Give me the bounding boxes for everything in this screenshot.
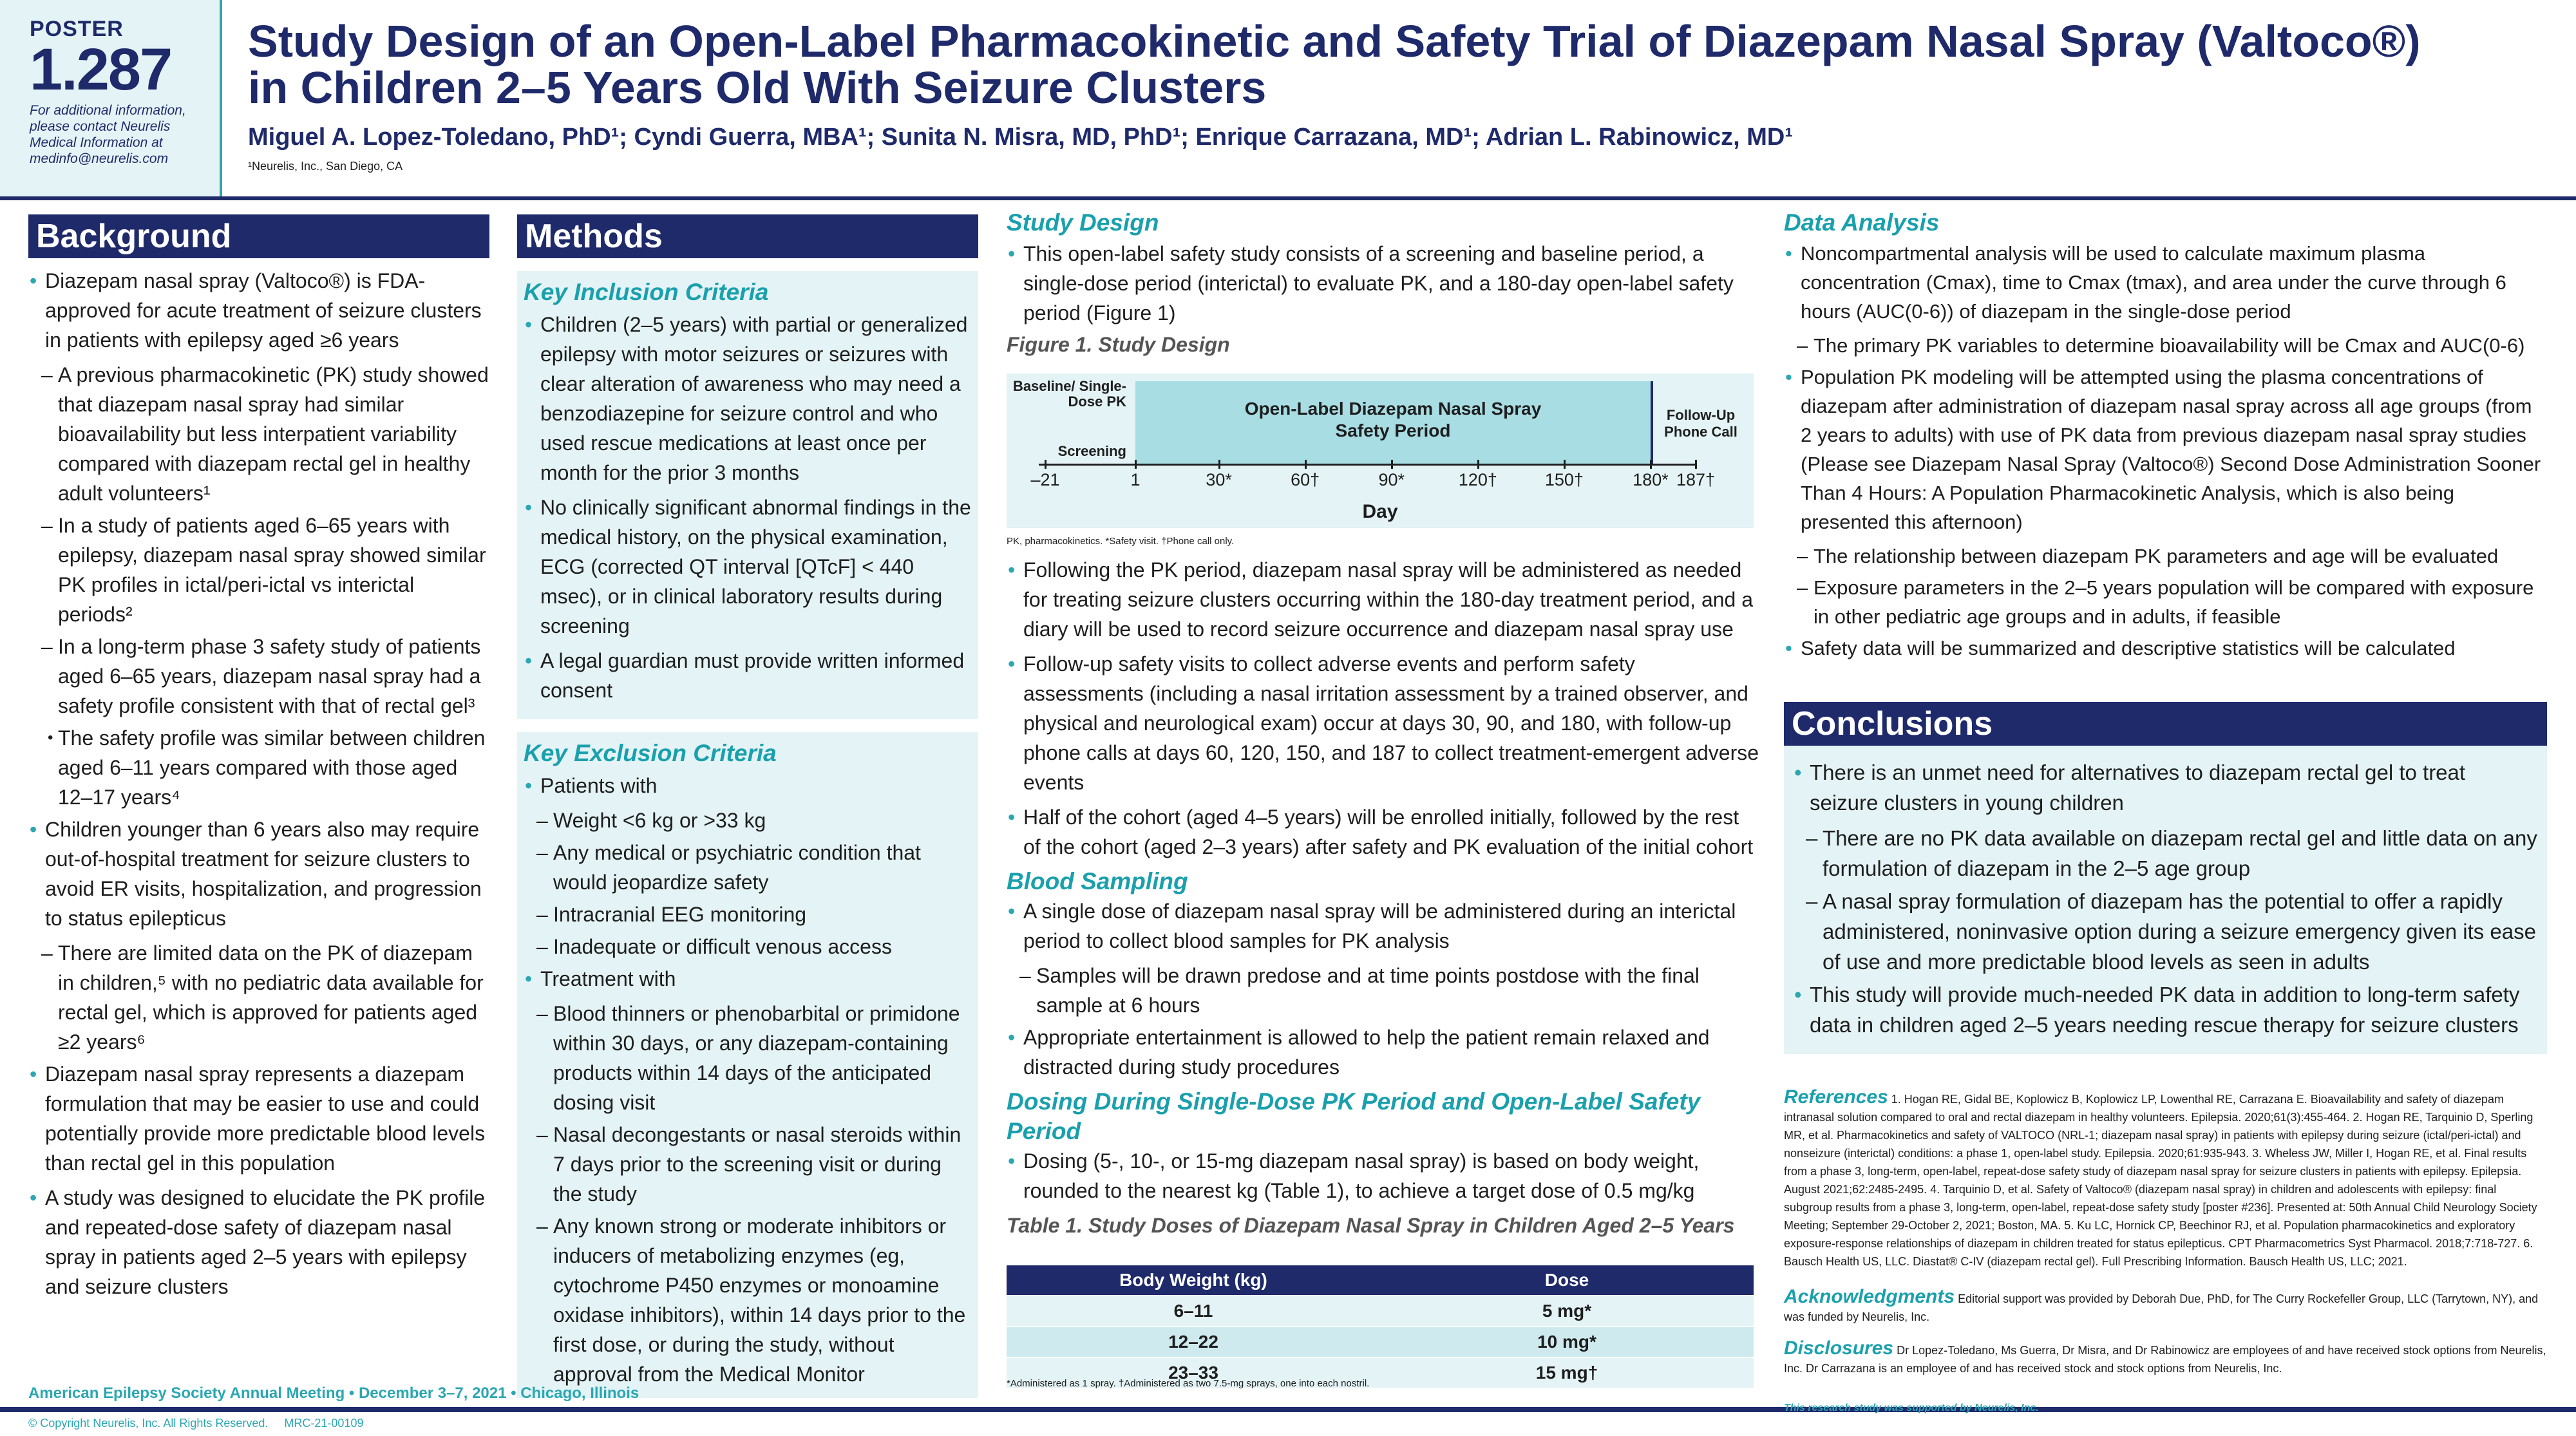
inclusion-list: [524, 310, 972, 705]
axis-tick-mark: [1695, 460, 1697, 469]
study-design-details: [1007, 555, 1760, 1240]
list-item: – A previous pharmacokinetic (PK) study showed that diazepam nasal spray had similar bioavailability but less interpatient variability compared with diazepam rectal gel in healthy adult volunteers¹: [28, 360, 489, 508]
table-caption: Table 1. Study Doses of Diazepam Nasal Spray in Children Aged 2–5 Years: [1007, 1214, 1735, 1237]
list-item: • Diazepam nasal spray represents a diazepam formulation that may be easier to use and could potentially provide more predictable blood levels than rectal gel in this population: [28, 1059, 489, 1178]
axis-tick-mark: [1564, 460, 1566, 469]
list-item: • Diazepam nasal spray (Valtoco®) is FDA-approved for acute treatment of seizure clusters in patients with epilepsy aged ≥6 years: [28, 266, 489, 355]
study-design-intro: [1007, 239, 1760, 328]
table-header-dose: Dose: [1380, 1265, 1754, 1296]
list-item: – Samples will be drawn predose and at time points postdose with the final sample at 6 hours: [1007, 961, 1760, 1020]
support-note: This research study was supported by Neurelis, Inc.: [1784, 1403, 2039, 1413]
figure-caption: Figure 1. Study Design: [1007, 333, 1230, 356]
figure-label-baseline: Baseline/ Single-Dose PK: [1012, 378, 1126, 410]
axis-tick-mark: [1477, 460, 1479, 469]
poster-label: POSTER: [30, 17, 124, 41]
list-item: • Treatment with: [524, 964, 972, 994]
axis-tick-label: 150†: [1544, 470, 1584, 489]
list-item: • A study was designed to elucidate the PK profile and repeated-dose safety of diazepam nasal spray in patients aged 2–5 years with epilepsy and seizure clusters: [28, 1183, 489, 1301]
list-item: – Weight <6 kg or >33 kg: [524, 806, 972, 835]
conclusions-section: [1784, 702, 2547, 1054]
list-item: – A nasal spray formulation of diazepam has the potential to offer a rapidly administered, noninvasive option during a seizure emergency given its ease of use and more predictable blood levels as seen in adults: [1793, 886, 2538, 977]
list-item: – Intracranial EEG monitoring: [524, 900, 972, 929]
authors: Miguel A. Lopez-Toledano, PhD¹; Cyndi Guerra, MBA¹; Sunita N. Misra, MD, PhD¹; Enrique Carrazana, MD¹; Adrian L. Rabinowicz, MD¹: [248, 124, 1794, 151]
axis-tick-mark: [1305, 460, 1307, 469]
references-text: 1. Hogan RE, Gidal BE, Koplowicz B, Koplowicz LP, Lowenthal RE, Carrazana E. Bioavailability and safety of diazepam intranasal solution compared to oral and rectal diazepam in healthy volunteers. Epilepsia. 2020;61(3):455-464. 2. Hogan RE, Tarquinio D, Sperling MR, et al. Pharmacokinetics and safety of VALTOCO (NRL-1; diazepam nasal spray) in patients with epilepsy during seizure (ictal/peri-ictal) and nonseizure (interictal) conditions: a phase 1, open-label study. Epilepsia. 2020;61:935-943. 3. Wheless JW, Miller I, Hogan RE, et al. Final results from a phase 3, long-term, open-label, repeat-dose safety study of diazepam nasal spray for seizure clusters in patients with epilepsy. Epilepsia. August 2021;62:2485-2495. 4. Tarquinio D, et al. Safety of Valtoco® (diazepam nasal spray) in children and adolescents with epilepsy: final subgroup results from a phase 3, long-term, open-label, repeat-dose safety study [poster #236]. Presented at: 50th Annual Child Neurology Society Meeting; September 29-October 2, 2021; Boston, MA. 5. Ku LC, Hornick CP, Beechinor RJ, et al. Population pharmacokinetics and exploratory exposure-response relationships of diazepam in children treated for status epilepticus. CPT Pharmacometrics Syst Pharmacol. 2018;7:718-727. 6. Bausch Health US, LLC. Diastat® C-IV (diazepam rectal gel). Full Prescribing Information. Bausch Health US, LLC; 2021.: [1784, 1093, 2537, 1268]
list-item: • Noncompartmental analysis will be used to calculate maximum plasma concentration (Cmax), time to Cmax (tmax), and area under the curve through 6 hours (AUC(0-6)) of diazepam in the single-dose period: [1784, 239, 2547, 326]
title-line-2: in Children 2–5 Years Old With Seizure Clusters: [248, 62, 1267, 113]
table-cell: 5 mg*: [1380, 1296, 1754, 1327]
conclusions-list: [1784, 746, 2547, 1054]
axis-tick-label: 187†: [1676, 470, 1716, 489]
list-item: – Blood thinners or phenobarbital or primidone within 30 days, or any diazepam-containing products within 14 days of the anticipated dosing visit: [524, 999, 972, 1117]
axis-tick-mark: [1218, 460, 1220, 469]
table-header-weight: Body Weight (kg): [1007, 1265, 1380, 1296]
list-item: – Inadequate or difficult venous access: [524, 932, 972, 961]
footer-divider: [0, 1407, 2576, 1412]
poster-number: 1.287: [30, 37, 172, 102]
background-heading: Background: [28, 214, 489, 258]
blood-sampling-list: [1007, 896, 1760, 1082]
table-header-row: [1007, 1265, 1754, 1296]
poster-title: [248, 18, 2541, 111]
axis-tick-label: –21: [1030, 470, 1060, 489]
axis-tick-label: 60†: [1291, 470, 1320, 489]
list-item: • Dosing (5-, 10-, or 15-mg diazepam nasal spray) is based on body weight, rounded to the nearest kg (Table 1), to achieve a target dose of 0.5 mg/kg: [1007, 1146, 1760, 1205]
axis-tick-mark: [1391, 460, 1393, 469]
figure-label-followup: Follow-Up Phone Call: [1664, 407, 1738, 440]
table-row: [1007, 1327, 1754, 1357]
study-design-section: [1007, 209, 1760, 357]
axis-tick-label: 180*: [1633, 470, 1669, 489]
inclusion-box: [517, 271, 978, 719]
meeting-info: American Epilepsy Society Annual Meeting • December 3–7, 2021 • Chicago, Illinois: [28, 1384, 639, 1402]
list-item: • A legal guardian must provide written informed consent: [524, 646, 972, 705]
list-item: • Children (2–5 years) with partial or generalized epilepsy with motor seizures or seizures with clear alteration of awareness who may need a benzodiazepine for seizure control and who used rescue medications at least once per month for the prior 3 months: [524, 310, 972, 487]
disclosures-text: Dr Lopez-Toledano, Ms Guerra, Dr Misra, and Dr Rabinowicz are employees of and have received stock options from Neurelis, Inc. Dr Carrazana is an employee of and has received stock and stock options from Neurelis, Inc.: [1784, 1344, 2546, 1375]
data-analysis-list: [1784, 239, 2547, 663]
poster-contact: For additional information, please contact Neurelis Medical Information at medinfo@neurelis.com: [30, 103, 186, 166]
axis-tick-label: 1: [1130, 470, 1141, 489]
references-section: [1784, 1088, 2547, 1271]
list-item: • Children younger than 6 years also may require out-of-hospital treatment for seizure clusters to avoid ER visits, hospitalization, and progression to status epilepticus: [28, 815, 489, 933]
list-item: • Follow-up safety visits to collect adverse events and perform safety assessments (including a nasal irritation assessment by a trained observer, and physical and neurological exam) occur at days 30, 90, and 180, with follow-up phone calls at days 60, 120, 150, and 187 to collect treatment-emergent adverse events: [1007, 649, 1760, 797]
axis-tick-mark: [1650, 460, 1652, 469]
list-item: – Exposure parameters in the 2–5 years population will be compared with exposure in other pediatric age groups and in adults, if feasible: [1784, 573, 2547, 631]
conclusions-heading: Conclusions: [1784, 702, 2547, 746]
exclusion-box: [517, 732, 978, 1398]
table-cell: 15 mg†: [1380, 1357, 1754, 1388]
list-item: • Appropriate entertainment is allowed to help the patient remain relaxed and distracted during study procedures: [1007, 1023, 1760, 1082]
list-item: • Following the PK period, diazepam nasal spray will be administered as needed for treating seizure clusters occurring within the 180-day treatment period, and a diary will be used to record seizure occurrence and diazepam nasal spray use: [1007, 555, 1760, 644]
figure-label-main: Open-Label Diazepam Nasal Spray Safety Period: [1244, 399, 1542, 440]
list-item: • Patients with: [524, 771, 972, 800]
acknowledgments-text: Editorial support was provided by Deborah Due, PhD, for The Curry Rockefeller Group, LLC (Tarrytown, NY), and was funded by Neurelis, Inc.: [1784, 1292, 2539, 1323]
table-cell: 6–11: [1007, 1296, 1380, 1327]
background-section: [28, 214, 489, 1307]
table-cell: 12–22: [1007, 1327, 1380, 1357]
list-item: • A single dose of diazepam nasal spray will be administered during an interictal period to collect blood samples for PK analysis: [1007, 896, 1760, 956]
poster-id-box: [0, 0, 222, 196]
references-heading: References: [1784, 1086, 1888, 1108]
list-item: – Any known strong or moderate inhibitors or inducers of metabolizing enzymes (eg, cytochrome P450 enzymes or monoamine oxidase inhibitors), within 14 days prior to the first dose, or during the study, without approval from the Medical Monitor: [524, 1211, 972, 1389]
list-item: • Safety data will be summarized and descriptive statistics will be calculated: [1784, 634, 2547, 663]
list-item: • No clinically significant abnormal findings in the medical history, on the physical examination, ECG (corrected QT interval [QTcF] < 440 msec), or in clinical laboratory results during screening: [524, 493, 972, 641]
list-item: • There is an unmet need for alternatives to diazepam rectal gel to treat seizure clusters in young children: [1793, 757, 2538, 818]
figure-note: PK, pharmacokinetics. *Safety visit. †Phone call only.: [1007, 536, 1235, 547]
acknowledgments-heading: Acknowledgments: [1784, 1286, 1955, 1307]
axis-tick-mark: [1045, 460, 1046, 469]
axis-tick-label: 90*: [1378, 470, 1405, 489]
table-cell: 10 mg*: [1380, 1327, 1754, 1357]
dosing-list: [1007, 1146, 1760, 1205]
figure-study-design: [1007, 373, 1754, 528]
figure-divider-end: [1651, 381, 1653, 465]
copyright: © Copyright Neurelis, Inc. All Rights Reserved. MRC-21-00109: [28, 1417, 364, 1430]
exclusion-heading: Key Exclusion Criteria: [524, 740, 777, 766]
figure-axis-line: [1039, 464, 1696, 466]
methods-section: [517, 214, 978, 1398]
list-item: • This study will provide much-needed PK data in addition to long-term safety data in children aged 2–5 years needing rescue therapy for seizure clusters: [1793, 979, 2538, 1040]
list-item: – The relationship between diazepam PK parameters and age will be evaluated: [1784, 542, 2547, 571]
axis-tick-mark: [1135, 460, 1137, 469]
dose-table: [1007, 1265, 1754, 1388]
data-analysis-heading: Data Analysis: [1784, 209, 1940, 236]
affiliation: ¹Neurelis, Inc., San Diego, CA: [248, 160, 403, 173]
title-line-1: Study Design of an Open-Label Pharmacokinetic and Safety Trial of Diazepam Nasal Spray (Valtoco®): [248, 16, 2421, 66]
acknowledgments-section: [1784, 1288, 2547, 1326]
table-note: *Administered as 1 spray. †Administered as two 7.5-mg sprays, one into each nostril.: [1007, 1378, 1370, 1389]
axis-tick-label: 30*: [1206, 470, 1232, 489]
study-design-intro-text: • This open-label safety study consists of a screening and baseline period, a single-dose period (interictal) to evaluate PK, and a 180-day open-label safety period (Figure 1): [1007, 239, 1760, 328]
list-item: – Any medical or psychiatric condition that would jeopardize safety: [524, 838, 972, 897]
header-divider: [0, 196, 2576, 200]
list-item: • The safety profile was similar between children aged 6–11 years compared with those aged 12–17 years⁴: [28, 723, 489, 812]
list-item: – In a long-term phase 3 safety study of patients aged 6–65 years, diazepam nasal spray had a safety profile consistent with that of rectal gel³: [28, 632, 489, 721]
exclusion-list: [524, 771, 972, 1389]
disclosures-heading: Disclosures: [1784, 1337, 1894, 1359]
methods-heading: Methods: [517, 214, 978, 258]
list-item: – Nasal decongestants or nasal steroids within 7 days prior to the screening visit or during the study: [524, 1120, 972, 1209]
disclosures-section: [1784, 1339, 2547, 1377]
blood-sampling-heading: Blood Sampling: [1007, 868, 1188, 894]
study-design-list: [1007, 555, 1760, 862]
data-analysis-section: [1784, 209, 2547, 668]
dosing-heading: Dosing During Single-Dose PK Period and Open-Label Safety Period: [1007, 1088, 1701, 1144]
figure-label-screening: Screening: [1057, 443, 1126, 459]
figure-x-label: Day: [1362, 501, 1398, 522]
axis-tick-label: 120†: [1458, 470, 1497, 489]
list-item: – There are no PK data available on diazepam rectal gel and little data on any formulation of diazepam in the 2–5 age group: [1793, 823, 2538, 883]
table-cell: 23–33: [1007, 1357, 1380, 1388]
list-item: – The primary PK variables to determine bioavailability will be Cmax and AUC(0-6): [1784, 331, 2547, 360]
background-list: [28, 266, 489, 1301]
list-item: • Population PK modeling will be attempted using the plasma concentrations of diazepam after administration of diazepam nasal spray across all age groups (from 2 years to adults) with use of PK data from previous diazepam nasal spray studies (Please see Diazepam Nasal Spray (Valtoco®) Second Dose Administration Sooner Than 4 Hours: A Population Pharmacokinetic Analysis, which is also being presented this afternoon): [1784, 363, 2547, 536]
table-row: [1007, 1296, 1754, 1327]
list-item: – In a study of patients aged 6–65 years with epilepsy, diazepam nasal spray showed similar PK profiles in ictal/peri-ictal vs interictal periods²: [28, 511, 489, 629]
study-design-heading: Study Design: [1007, 209, 1159, 236]
list-item: – There are limited data on the PK of diazepam in children,⁵ with no pediatric data available for rectal gel, which is approved for patients aged ≥2 years⁶: [28, 938, 489, 1057]
list-item: • Half of the cohort (aged 4–5 years) will be enrolled initially, followed by the rest of the cohort (aged 2–3 years) after safety and PK evaluation of the initial cohort: [1007, 802, 1760, 862]
inclusion-heading: Key Inclusion Criteria: [524, 279, 769, 305]
